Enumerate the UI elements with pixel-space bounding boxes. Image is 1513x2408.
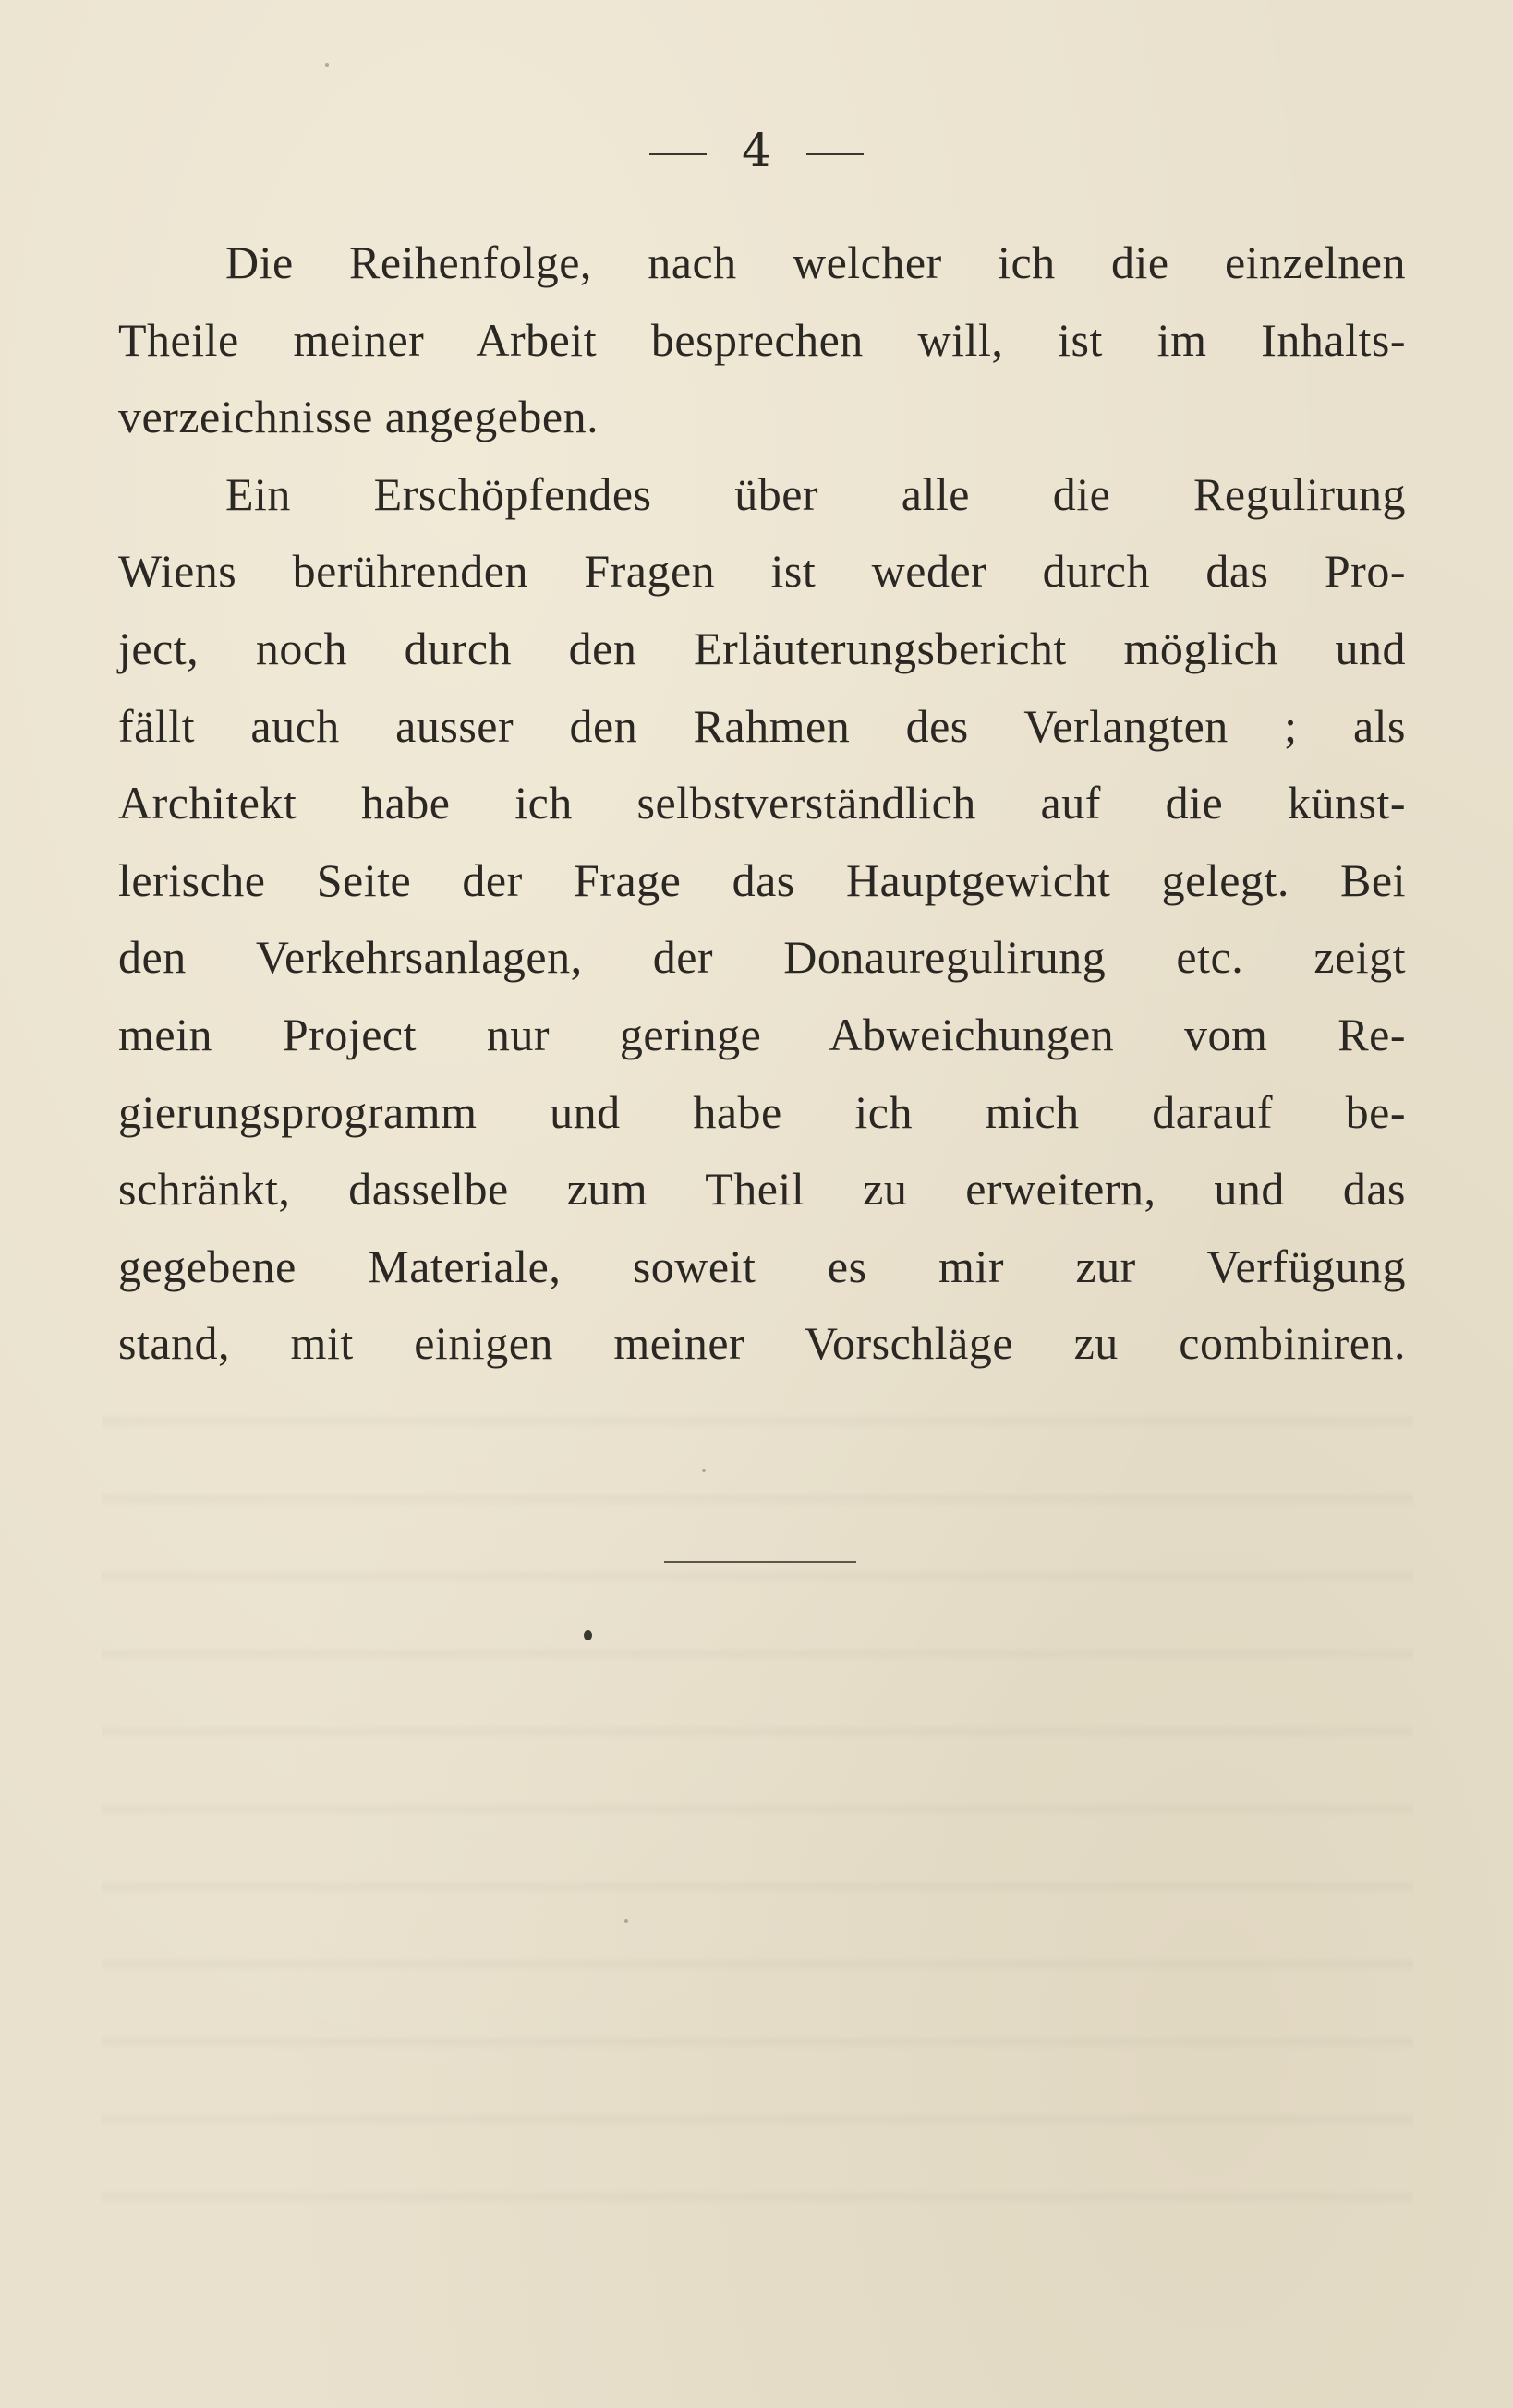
text-line: schränkt, dasselbe zum Theil zu erweitern, und das bbox=[118, 1163, 1406, 1216]
paper-speck bbox=[702, 1469, 706, 1472]
paper-speck bbox=[624, 1919, 628, 1923]
header-dash-right bbox=[806, 153, 864, 155]
text-line: Die Reihenfolge, nach welcher ich die einzelnen bbox=[225, 236, 1406, 288]
paper-speck bbox=[325, 63, 329, 67]
section-divider bbox=[664, 1561, 856, 1563]
page-number: 4 bbox=[742, 124, 771, 177]
text-line: ject, noch durch den Erläuterungsbericht möglich und bbox=[118, 622, 1406, 674]
text-line: verzeichnisse angegeben. bbox=[118, 391, 599, 443]
header-dash-left bbox=[649, 153, 707, 155]
page-header bbox=[0, 118, 1513, 183]
text-line: stand, mit einigen meiner Vorschläge zu combiniren. bbox=[118, 1317, 1406, 1370]
body-text bbox=[118, 224, 1406, 1383]
text-line: fällt auch ausser den Rahmen des Verlangten ; als bbox=[118, 699, 1406, 752]
text-line: Wiens berührenden Fragen ist weder durch das Pro- bbox=[118, 545, 1406, 598]
text-line: Architekt habe ich selbstverständlich auf die künst- bbox=[118, 777, 1406, 829]
text-line: lerische Seite der Frage das Hauptgewicht gelegt. Bei bbox=[118, 853, 1406, 906]
text-line: Theile meiner Arbeit besprechen will, ist im Inhalts- bbox=[118, 313, 1406, 366]
text-line: den Verkehrsanlagen, der Donauregulirung etc. zeigt bbox=[118, 931, 1406, 984]
text-line: gegebene Materiale, soweit es mir zur Verfügung bbox=[118, 1240, 1406, 1292]
text-line: gierungsprogramm und habe ich mich darauf be- bbox=[118, 1085, 1406, 1138]
ink-dot bbox=[584, 1630, 592, 1640]
text-line: mein Project nur geringe Abweichungen vom Re- bbox=[118, 1008, 1406, 1060]
text-line: Ein Erschöpfendes über alle die Regulirung bbox=[225, 467, 1406, 520]
show-through-texture bbox=[102, 1376, 1413, 2254]
